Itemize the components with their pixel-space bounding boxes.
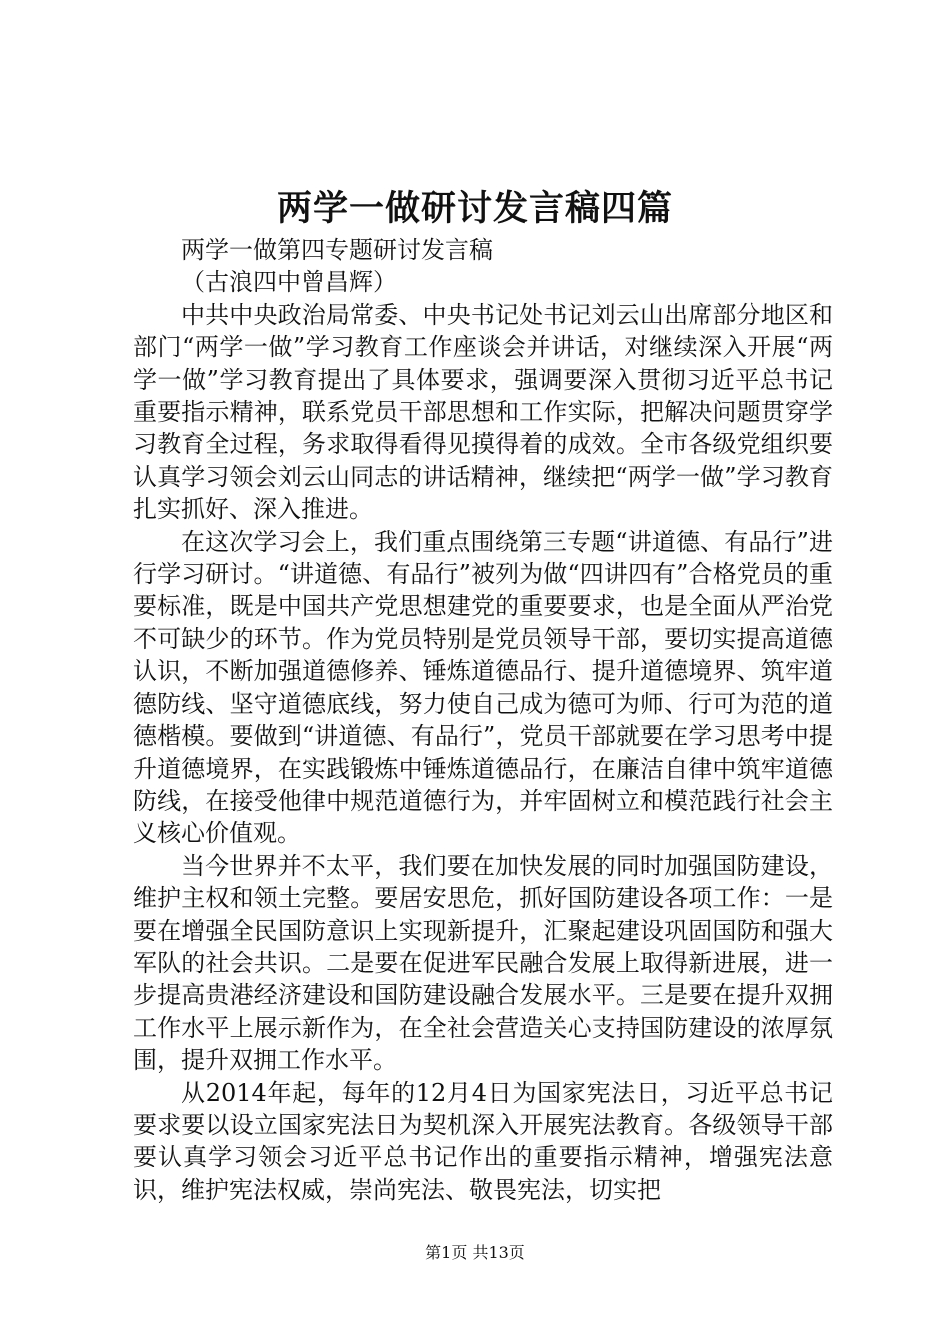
document-author: （古浪四中曾昌辉） [181, 268, 397, 297]
paragraph: 在这次学习会上，我们重点围绕第三专题“讲道德、有品行”进行学习研讨。“讲道德、有品行”被列为做“四讲四有”合格党员的重要标准，既是中国共产党思想建党的重要要求，也是全面从严治党不可缺少的环节。作为党员特别是党员领导干部，要切实提高道德认识，不断加强道德修养、锤炼道德品行、提升道德境界、筑牢道德防线、坚守道德底线，努力使自己成为德可为师、行可为范的道德楷模。要做到“讲道德、有品行”，党员干部就要在学习思考中提升道德境界，在实践锻炼中锤炼道德品行，在廉洁自律中筑牢道德防线，在接受他律中规范道德行为，并牢固树立和模范践行社会主义核心价值观。 [133, 527, 833, 848]
paragraph: 当今世界并不太平，我们要在加快发展的同时加强国防建设，维护主权和领土完整。要居安思危，抓好国防建设各项工作：一是要在增强全民国防意识上实现新提升，汇聚起建设巩固国防和强大军队的社会共识。二是要在促进军民融合发展上取得新进展，进一步提高贵港经济建设和国防建设融合发展水平。三是要在提升双拥工作水平上展示新作为，在全社会营造关心支持国防建设的浓厚氛围，提升双拥工作水平。 [133, 851, 833, 1075]
paragraph: 从2014年起，每年的12月4日为国家宪法日，习近平总书记要求要以设立国家宪法日为契机深入开展宪法教育。各级领导干部要认真学习领会习近平总书记作出的重要指示精神，增强宪法意识，维护宪法权威，崇尚宪法、敬畏宪法，切实把 [133, 1078, 833, 1204]
paragraph: 中共中央政治局常委、中央书记处书记刘云山出席部分地区和部门“两学一做”学习教育工作座谈会并讲话，对继续深入开展“两学一做”学习教育提出了具体要求，强调要深入贯彻习近平总书记重要指示精神，联系党员干部思想和工作实际，把解决问题贯穿学习教育全过程，务求取得看得见摸得着的成效。全市各级党组织要认真学习领会刘云山同志的讲话精神，继续把“两学一做”学习教育扎实抓好、深入推进。 [133, 300, 833, 524]
document-subtitle: 两学一做第四专题研讨发言稿 [181, 236, 493, 264]
page-number-footer: 第1页 共13页 [425, 1243, 525, 1262]
document-body [133, 234, 833, 1206]
document-title: 两学一做研讨发言稿四篇 [276, 188, 673, 229]
